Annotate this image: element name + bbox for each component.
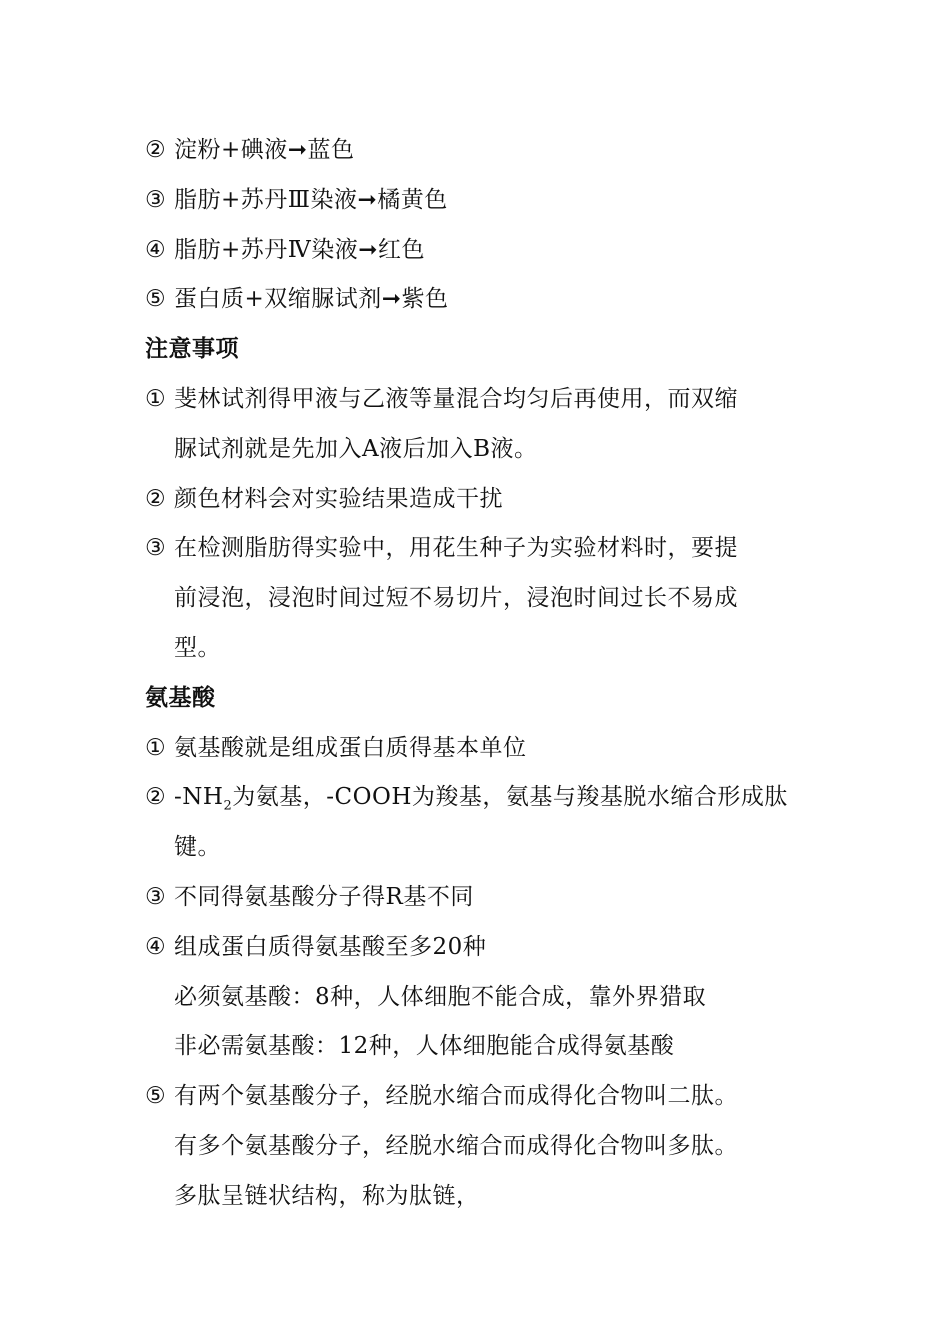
note-3-line-3: 型。	[174, 634, 221, 661]
item-number: ④	[145, 933, 167, 960]
note-1-line-1	[145, 375, 825, 425]
amino-text: 不同得氨基酸分子得R基不同	[174, 883, 474, 910]
notes-heading: 注意事项	[145, 336, 239, 363]
amino-text: 有两个氨基酸分子，经脱水缩合而成得化合物叫二肽。	[174, 1083, 738, 1110]
reaction-text: 淀粉+碘液➞蓝色	[174, 137, 355, 163]
reaction-starch	[145, 126, 825, 176]
item-number: ②	[145, 137, 167, 163]
item-number: ①	[145, 385, 167, 412]
essential-amino-acids: 必须氨基酸：8种，人体细胞不能合成，靠外界猎取	[174, 983, 707, 1010]
item-number: ③	[145, 535, 167, 562]
document-content	[145, 126, 825, 1222]
reaction-text: 脂肪+苏丹Ⅳ染液➞红色	[174, 236, 426, 263]
amino-item-1	[145, 724, 825, 774]
reaction-text: 蛋白质+双缩脲试剂➞紫色	[174, 286, 449, 313]
note-3-line-2: 前浸泡，浸泡时间过短不易切片，浸泡时间过长不易成	[174, 585, 738, 612]
reaction-text: 脂肪+苏丹Ⅲ染液➞橘黄色	[174, 186, 448, 213]
amino-item-2-line-2: 键。	[174, 834, 221, 861]
note-text: 斐林试剂得甲液与乙液等量混合均匀后再使用，而双缩	[174, 385, 738, 412]
note-text: 在检测脂肪得实验中，用花生种子为实验材料时，要提	[174, 535, 738, 562]
item-number: ②	[145, 485, 167, 512]
note-1-line-2: 脲试剂就是先加入A液后加入B液。	[174, 435, 538, 462]
formula-nh: -NH	[174, 784, 224, 811]
amino-item-2-line-1	[145, 773, 825, 823]
amino-text: 组成蛋白质得氨基酸至多20种	[174, 933, 487, 960]
item-number: ②	[145, 784, 167, 811]
item-number: ③	[145, 883, 167, 910]
note-3-line-1	[145, 524, 825, 574]
formula-subscript: 2	[223, 798, 233, 814]
item-number: ④	[145, 236, 167, 263]
amino-item-5-line-3: 多肽呈链状结构，称为肽链，	[174, 1182, 480, 1209]
item-number: ⑤	[145, 1083, 167, 1110]
nonessential-amino-acids: 非必需氨基酸：12种，人体细胞能合成得氨基酸	[174, 1033, 675, 1060]
reaction-fat-sudan3	[145, 176, 825, 226]
note-text: 颜色材料会对实验结果造成干扰	[174, 485, 503, 512]
item-number: ①	[145, 734, 167, 761]
amino-text: 为氨基，-COOH为羧基，氨基与羧基脱水缩合形成肽	[232, 784, 788, 811]
reaction-fat-sudan4	[145, 226, 825, 276]
amino-item-5-line-1	[145, 1072, 825, 1122]
reaction-protein-biuret	[145, 275, 825, 325]
amino-item-3	[145, 873, 825, 923]
amino-item-5-line-2: 有多个氨基酸分子，经脱水缩合而成得化合物叫多肽。	[174, 1132, 738, 1159]
item-number: ⑤	[145, 286, 167, 313]
amino-text: 氨基酸就是组成蛋白质得基本单位	[174, 734, 527, 761]
note-2-line-1	[145, 475, 825, 525]
amino-heading: 氨基酸	[145, 684, 216, 711]
amino-item-4	[145, 923, 825, 973]
item-number: ③	[145, 186, 167, 213]
